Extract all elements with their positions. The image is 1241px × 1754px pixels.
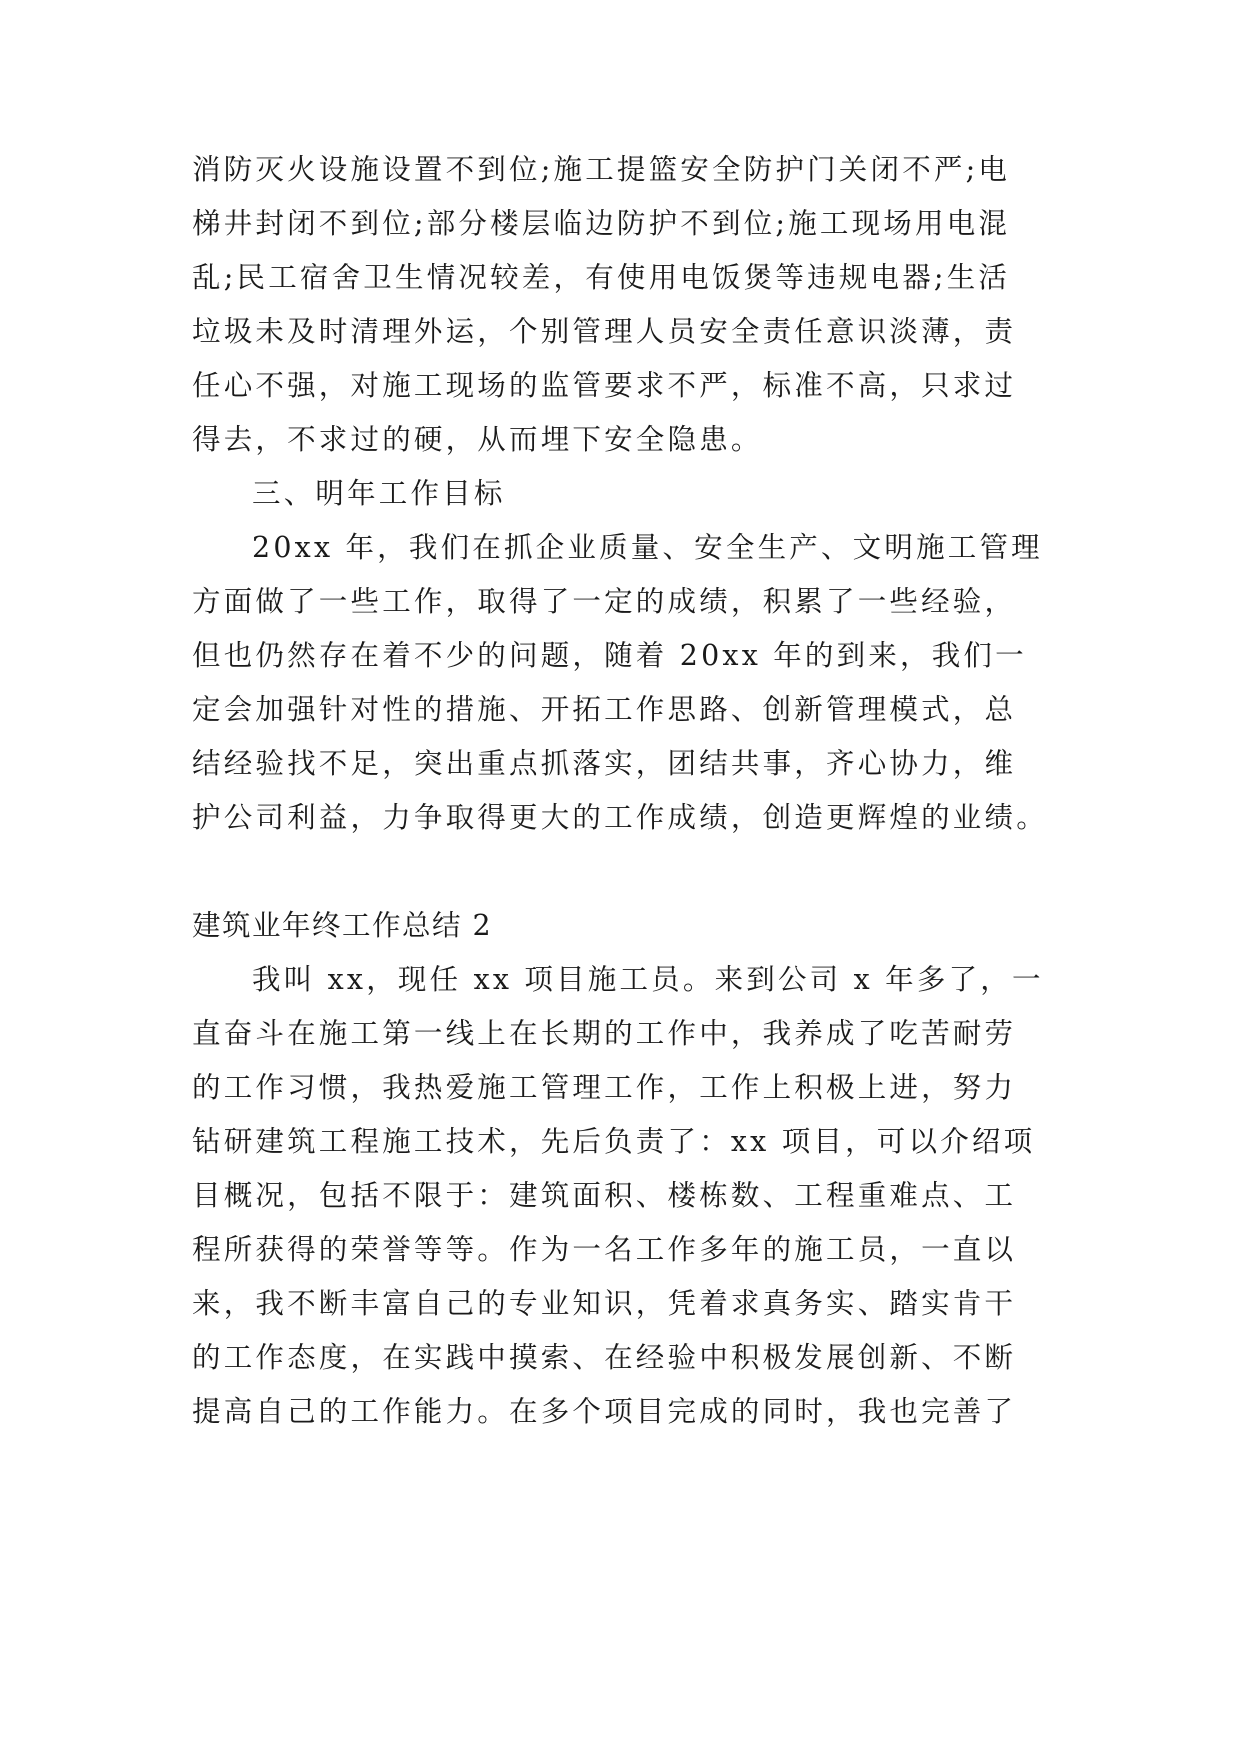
paragraph-line: 的工作习惯，我热爱施工管理工作，工作上积极上进，努力 [192, 1071, 1017, 1104]
paragraph-line: 但也仍然存在着不少的问题，随着 20xx 年的到来，我们一 [192, 639, 1027, 672]
paragraph-line: 结经验找不足，突出重点抓落实，团结共事，齐心协力，维 [192, 747, 1017, 780]
paragraph-line: 任心不强，对施工现场的监管要求不严，标准不高，只求过 [192, 369, 1017, 402]
paragraph-line: 目概况，包括不限于：建筑面积、楼栋数、工程重难点、工 [192, 1179, 1017, 1212]
paragraph-line: 消防灭火设施设置不到位;施工提篮安全防护门关闭不严;电 [192, 153, 1011, 186]
paragraph-line: 20xx 年，我们在抓企业质量、安全生产、文明施工管理 [252, 531, 1043, 564]
paragraph-line: 提高自己的工作能力。在多个项目完成的同时，我也完善了 [192, 1395, 1017, 1428]
paragraph-line: 护公司利益，力争取得更大的工作成绩，创造更辉煌的业绩。 [192, 801, 1048, 834]
section-heading: 三、明年工作目标 [252, 477, 506, 510]
paragraph-line: 来，我不断丰富自己的专业知识，凭着求真务实、踏实肯干 [192, 1287, 1017, 1320]
paragraph-line: 得去，不求过的硬，从而埋下安全隐患。 [192, 423, 763, 456]
paragraph-line: 我叫 xx，现任 xx 项目施工员。来到公司 x 年多了，一 [252, 963, 1044, 996]
paragraph-line: 程所获得的荣誉等等。作为一名工作多年的施工员，一直以 [192, 1233, 1017, 1266]
paragraph-line: 乱;民工宿舍卫生情况较差，有使用电饭煲等违规电器;生活 [192, 261, 1011, 294]
paragraph-line: 梯井封闭不到位;部分楼层临边防护不到位;施工现场用电混 [192, 207, 1011, 240]
paragraph-line: 定会加强针对性的措施、开拓工作思路、创新管理模式，总 [192, 693, 1017, 726]
paragraph-line: 钻研建筑工程施工技术，先后负责了：xx 项目，可以介绍项 [192, 1125, 1036, 1158]
paragraph-line: 直奋斗在施工第一线上在长期的工作中，我养成了吃苦耐劳 [192, 1017, 1017, 1050]
document-title: 建筑业年终工作总结 2 [192, 909, 493, 942]
paragraph-line: 方面做了一些工作，取得了一定的成绩，积累了一些经验， [192, 585, 1017, 618]
paragraph-line: 的工作态度，在实践中摸索、在经验中积极发展创新、不断 [192, 1341, 1017, 1374]
paragraph-line: 垃圾未及时清理外运，个别管理人员安全责任意识淡薄，责 [192, 315, 1017, 348]
